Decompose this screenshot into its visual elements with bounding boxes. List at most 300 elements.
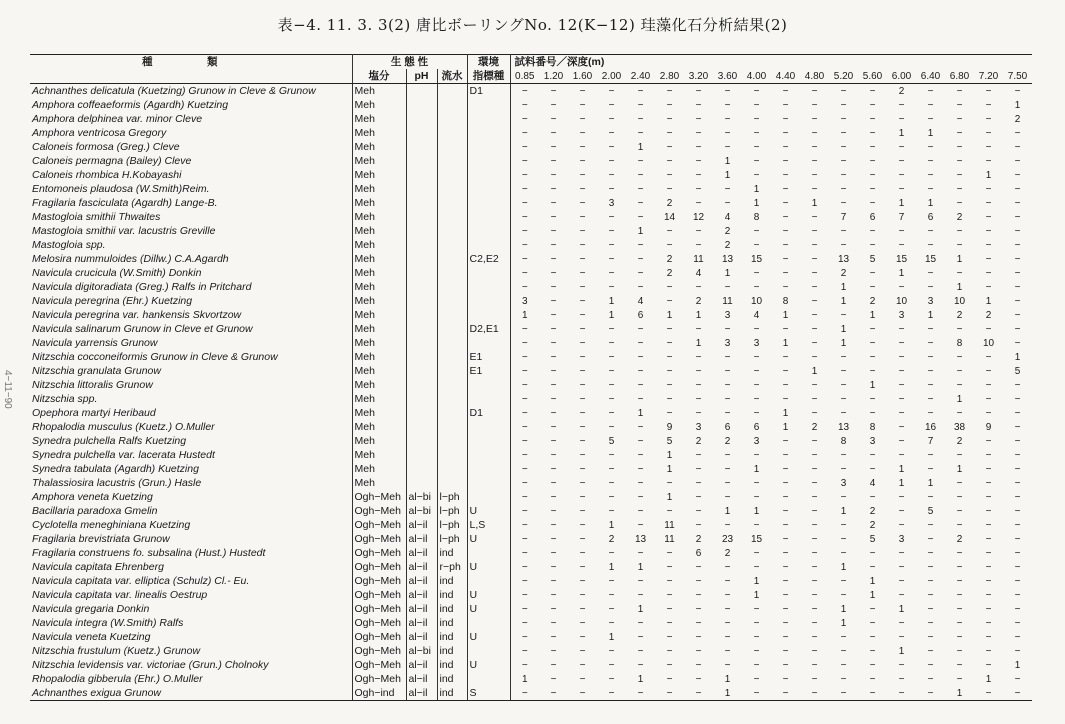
count-cell: − (637, 491, 644, 503)
count-cell: − (637, 435, 644, 447)
count-cell: − (811, 617, 818, 629)
count-cell: − (782, 113, 789, 125)
count-cell: − (811, 519, 818, 531)
count-cell: − (666, 561, 673, 573)
depth-header: 0.85 (510, 69, 539, 84)
count-cell: − (956, 449, 963, 461)
table-row (30, 434, 1032, 448)
table-row (30, 224, 1032, 238)
count-cell: − (869, 113, 876, 125)
count-cell: − (811, 575, 818, 587)
count-cell: − (782, 253, 789, 265)
count-cell: 1 (840, 561, 847, 573)
count-cell: − (695, 99, 702, 111)
count-cell: − (782, 547, 789, 559)
ph-cell (406, 434, 437, 448)
species-header-blank (30, 69, 352, 84)
count-cell: − (579, 155, 586, 167)
ph-cell (406, 266, 437, 280)
environment-header: 環境 (467, 55, 510, 70)
count-cell: − (579, 407, 586, 419)
count-cell: − (724, 631, 731, 643)
table-row (30, 280, 1032, 294)
ph-cell (406, 406, 437, 420)
count-cell: − (753, 281, 760, 293)
count-cell: − (637, 169, 644, 181)
ph-cell (406, 350, 437, 364)
count-cell: 16 (924, 421, 937, 433)
count-cell: − (753, 155, 760, 167)
count-cell: − (927, 603, 934, 615)
count-cell: − (869, 631, 876, 643)
samples-header: 試料番号／深度(m) (510, 55, 1032, 70)
count-cell: − (956, 99, 963, 111)
count-cell: 2 (666, 267, 673, 279)
count-cell: − (811, 463, 818, 475)
count-cell: − (985, 211, 992, 223)
ph-cell (406, 448, 437, 462)
count-cell: − (521, 561, 528, 573)
ph-cell: al−bi (406, 504, 437, 518)
count-cell: − (637, 631, 644, 643)
count-cell: − (898, 575, 905, 587)
count-cell: − (840, 533, 847, 545)
count-cell: − (782, 169, 789, 181)
count-cell: − (927, 379, 934, 391)
salinity-cell: Ogh−Meh (352, 574, 406, 588)
count-cell: 2 (869, 519, 876, 531)
count-cell: 1 (521, 673, 528, 685)
depth-header: 2.40 (626, 69, 655, 84)
count-cell: − (1014, 379, 1021, 391)
count-cell: − (550, 169, 557, 181)
count-cell: 1 (985, 673, 992, 685)
count-cell: − (521, 589, 528, 601)
ph-cell: al−il (406, 532, 437, 546)
count-cell: − (887, 686, 916, 701)
count-cell: − (985, 379, 992, 391)
count-cell: − (927, 225, 934, 237)
salinity-cell: Ogh−Meh (352, 546, 406, 560)
indicator-cell (467, 182, 510, 196)
flow-cell (437, 196, 467, 210)
ph-cell: al−il (406, 518, 437, 532)
flow-cell (437, 154, 467, 168)
count-cell: − (666, 575, 673, 587)
ph-cell (406, 420, 437, 434)
count-cell: − (521, 211, 528, 223)
count-cell: − (840, 197, 847, 209)
count-cell: − (666, 323, 673, 335)
count-cell: − (539, 686, 568, 701)
count-cell: 1 (753, 463, 760, 475)
count-cell: − (521, 533, 528, 545)
salinity-cell: Meh (352, 280, 406, 294)
count-cell: − (927, 575, 934, 587)
count-cell: − (927, 673, 934, 685)
count-cell: − (956, 575, 963, 587)
salinity-cell: Meh (352, 476, 406, 490)
count-cell: − (637, 547, 644, 559)
count-cell: − (985, 393, 992, 405)
count-cell: − (724, 351, 731, 363)
flow-cell (437, 378, 467, 392)
count-cell: − (550, 155, 557, 167)
count-cell: − (568, 686, 597, 701)
count-cell: − (840, 225, 847, 237)
count-cell: − (898, 351, 905, 363)
count-cell: − (956, 673, 963, 685)
count-cell: 1 (608, 295, 615, 307)
count-cell: − (521, 127, 528, 139)
count-cell: − (521, 337, 528, 349)
count-cell: − (811, 631, 818, 643)
count-cell: − (869, 365, 876, 377)
count-cell: − (898, 407, 905, 419)
count-cell: − (579, 435, 586, 447)
salinity-cell: Meh (352, 336, 406, 350)
table-row (30, 560, 1032, 574)
count-cell: 8 (956, 337, 963, 349)
count-cell: − (550, 589, 557, 601)
table-row (30, 532, 1032, 546)
flow-cell (437, 182, 467, 196)
count-cell: 1 (985, 169, 992, 181)
count-cell: − (840, 659, 847, 671)
count-cell: − (550, 407, 557, 419)
count-cell: − (608, 603, 615, 615)
indicator-cell (467, 490, 510, 504)
count-cell: − (695, 155, 702, 167)
count-cell: − (695, 113, 702, 125)
count-cell: − (579, 589, 586, 601)
table-row (30, 630, 1032, 644)
ph-cell (406, 280, 437, 294)
count-cell: − (811, 267, 818, 279)
salinity-cell: Ogh−Meh (352, 588, 406, 602)
table-row (30, 462, 1032, 476)
count-cell: − (840, 127, 847, 139)
count-cell: − (724, 141, 731, 153)
indicator-cell (467, 224, 510, 238)
count-cell: 7 (927, 435, 934, 447)
flow-cell (437, 224, 467, 238)
count-cell: − (550, 659, 557, 671)
count-cell: − (724, 659, 731, 671)
flow-cell: ind (437, 616, 467, 630)
indicator-cell (467, 308, 510, 322)
count-cell: − (1014, 127, 1021, 139)
species-name: Amphora veneta Kuetzing (30, 490, 352, 504)
count-cell: − (1014, 169, 1021, 181)
species-name: Synedra tabulata (Agardh) Kuetzing (30, 462, 352, 476)
count-cell: 1 (945, 686, 974, 701)
count-cell: 2 (695, 435, 702, 447)
count-cell: − (985, 365, 992, 377)
count-cell: − (985, 589, 992, 601)
flow-cell (437, 98, 467, 112)
count-cell: 2 (724, 435, 731, 447)
count-cell: − (782, 197, 789, 209)
count-cell: − (550, 239, 557, 251)
count-cell: − (695, 407, 702, 419)
table-row (30, 294, 1032, 308)
species-name: Mastogloia smithii Thwaites (30, 210, 352, 224)
count-cell: 11 (693, 253, 704, 265)
count-cell: − (579, 239, 586, 251)
count-cell: 1 (724, 169, 731, 181)
count-cell: − (579, 505, 586, 517)
count-cell: − (927, 561, 934, 573)
count-cell: − (956, 351, 963, 363)
count-cell: − (550, 281, 557, 293)
indicator-cell (467, 266, 510, 280)
count-cell: − (550, 575, 557, 587)
count-cell: 2 (956, 309, 963, 321)
ph-cell (406, 308, 437, 322)
flow-cell: ind (437, 672, 467, 686)
count-cell: 1 (666, 449, 673, 461)
count-cell: − (811, 659, 818, 671)
count-cell: − (666, 239, 673, 251)
count-cell: − (521, 491, 528, 503)
depth-header: 4.80 (800, 69, 829, 84)
count-cell: − (753, 631, 760, 643)
count-cell: − (521, 155, 528, 167)
count-cell: − (753, 85, 760, 97)
count-cell: 10 (750, 295, 763, 307)
count-cell: − (579, 225, 586, 237)
count-cell: − (811, 645, 818, 657)
count-cell: − (550, 183, 557, 195)
count-cell: − (869, 673, 876, 685)
count-cell: 1 (840, 295, 847, 307)
table-row (30, 112, 1032, 126)
count-cell: − (898, 169, 905, 181)
count-cell: − (579, 645, 586, 657)
count-cell: 2 (666, 197, 673, 209)
count-cell: − (695, 463, 702, 475)
count-cell: 13 (634, 533, 647, 545)
count-cell: − (1014, 631, 1021, 643)
count-cell: 1 (713, 686, 742, 701)
count-cell: − (782, 659, 789, 671)
depth-header: 7.50 (1003, 69, 1032, 84)
count-cell: 6 (869, 211, 876, 223)
salinity-cell: Meh (352, 364, 406, 378)
table-row (30, 406, 1032, 420)
count-cell: − (724, 379, 731, 391)
count-cell: − (666, 547, 673, 559)
count-cell: − (840, 379, 847, 391)
count-cell: − (811, 407, 818, 419)
count-cell: − (579, 617, 586, 629)
species-name: Mastogloia spp. (30, 238, 352, 252)
count-cell: − (637, 421, 644, 433)
count-cell: − (782, 617, 789, 629)
count-cell: − (579, 449, 586, 461)
count-cell: − (753, 169, 760, 181)
count-cell: − (869, 351, 876, 363)
count-cell: − (521, 85, 528, 97)
flow-cell (437, 336, 467, 350)
count-cell: − (898, 337, 905, 349)
flow-cell: ind (437, 602, 467, 616)
count-cell: − (898, 365, 905, 377)
salinity-cell: Meh (352, 224, 406, 238)
count-cell: − (695, 519, 702, 531)
flow-cell (437, 476, 467, 490)
count-cell: − (782, 267, 789, 279)
species-name: Navicula digitoradiata (Greg.) Ralfs in Pritchard (30, 280, 352, 294)
count-cell: 1 (898, 645, 905, 657)
count-cell: − (869, 323, 876, 335)
ph-cell (406, 252, 437, 266)
count-cell: − (695, 645, 702, 657)
ph-cell (406, 112, 437, 126)
salinity-cell: Meh (352, 154, 406, 168)
count-cell: − (956, 365, 963, 377)
count-cell: − (608, 351, 615, 363)
count-cell: − (666, 295, 673, 307)
count-cell: − (840, 365, 847, 377)
count-cell: − (753, 491, 760, 503)
count-cell: − (753, 645, 760, 657)
count-cell: − (927, 519, 934, 531)
count-cell: − (579, 85, 586, 97)
count-cell: − (1014, 575, 1021, 587)
count-cell: − (637, 239, 644, 251)
count-cell: 1 (782, 407, 789, 419)
count-cell: − (550, 505, 557, 517)
count-cell: 1 (666, 309, 673, 321)
count-cell: − (695, 561, 702, 573)
count-cell: 1 (695, 337, 702, 349)
count-cell: − (550, 267, 557, 279)
count-cell: 1 (637, 603, 644, 615)
count-cell: − (898, 323, 905, 335)
count-cell: 3 (521, 295, 528, 307)
species-name: Navicula yarrensis Grunow (30, 336, 352, 350)
count-cell: − (782, 281, 789, 293)
count-cell: − (985, 477, 992, 489)
page-side-mark: 4−11−90 (2, 370, 13, 409)
count-cell: − (927, 351, 934, 363)
count-cell: − (753, 603, 760, 615)
depth-header: 4.40 (771, 69, 800, 84)
salinity-cell: Meh (352, 406, 406, 420)
table-row (30, 672, 1032, 686)
count-cell: − (898, 393, 905, 405)
depth-header: 6.80 (945, 69, 974, 84)
count-cell: − (666, 225, 673, 237)
count-cell: − (985, 617, 992, 629)
diatom-analysis-table (30, 54, 1032, 701)
count-cell: 9 (666, 421, 673, 433)
ph-cell (406, 126, 437, 140)
count-cell: − (550, 141, 557, 153)
count-cell: − (637, 505, 644, 517)
salinity-cell: Meh (352, 84, 406, 99)
species-name: Fragilaria brevistriata Grunow (30, 532, 352, 546)
salinity-cell: Meh (352, 448, 406, 462)
count-cell: − (1014, 533, 1021, 545)
salinity-cell: Meh (352, 210, 406, 224)
ph-cell (406, 462, 437, 476)
count-cell: − (840, 673, 847, 685)
count-cell: − (579, 547, 586, 559)
count-cell: − (1003, 686, 1032, 701)
count-cell: − (956, 239, 963, 251)
count-cell: − (927, 99, 934, 111)
count-cell: − (637, 267, 644, 279)
indicator-cell (467, 294, 510, 308)
species-name: Navicula capitata var. elliptica (Schulz) Cl.- Eu. (30, 574, 352, 588)
count-cell: 6 (927, 211, 934, 223)
count-cell: − (1014, 225, 1021, 237)
count-cell: − (927, 463, 934, 475)
table-row (30, 504, 1032, 518)
count-cell: − (956, 127, 963, 139)
count-cell: − (724, 197, 731, 209)
count-cell: − (898, 673, 905, 685)
count-cell: − (550, 253, 557, 265)
count-cell: 4 (724, 211, 731, 223)
indicator-cell: E1 (467, 350, 510, 364)
count-cell: − (550, 491, 557, 503)
count-cell: − (1014, 393, 1021, 405)
count-cell: 4 (637, 295, 644, 307)
count-cell: 2 (695, 295, 702, 307)
count-cell: − (840, 155, 847, 167)
count-cell: − (927, 631, 934, 643)
ph-cell (406, 364, 437, 378)
count-cell: − (550, 127, 557, 139)
count-cell: − (985, 533, 992, 545)
depth-header: 6.40 (916, 69, 945, 84)
count-cell: − (782, 449, 789, 461)
count-cell: − (782, 323, 789, 335)
count-cell: − (898, 519, 905, 531)
ph-cell (406, 378, 437, 392)
table-title: 表−4. 11. 3. 3(2) 唐比ボーリングNo. 12(K−12) 珪藻化石分析結果(2) (277, 16, 788, 34)
count-cell: − (666, 603, 673, 615)
count-cell: − (579, 267, 586, 279)
flow-cell: ind (437, 574, 467, 588)
count-cell: − (724, 449, 731, 461)
count-cell: 2 (985, 309, 992, 321)
ph-cell (406, 224, 437, 238)
count-cell: − (666, 99, 673, 111)
count-cell: − (869, 449, 876, 461)
count-cell: − (1014, 645, 1021, 657)
species-name: Synedra pulchella var. lacerata Hustedt (30, 448, 352, 462)
count-cell: 1 (666, 491, 673, 503)
count-cell: 2 (869, 505, 876, 517)
indicator-cell: U (467, 560, 510, 574)
count-cell: − (1014, 449, 1021, 461)
count-cell: 3 (869, 435, 876, 447)
flow-cell: l−ph (437, 504, 467, 518)
count-cell: − (666, 155, 673, 167)
count-cell: 1 (869, 575, 876, 587)
salinity-cell: Meh (352, 238, 406, 252)
count-cell: − (666, 631, 673, 643)
table-row (30, 154, 1032, 168)
count-cell: − (753, 519, 760, 531)
count-cell: − (579, 183, 586, 195)
ph-cell (406, 322, 437, 336)
